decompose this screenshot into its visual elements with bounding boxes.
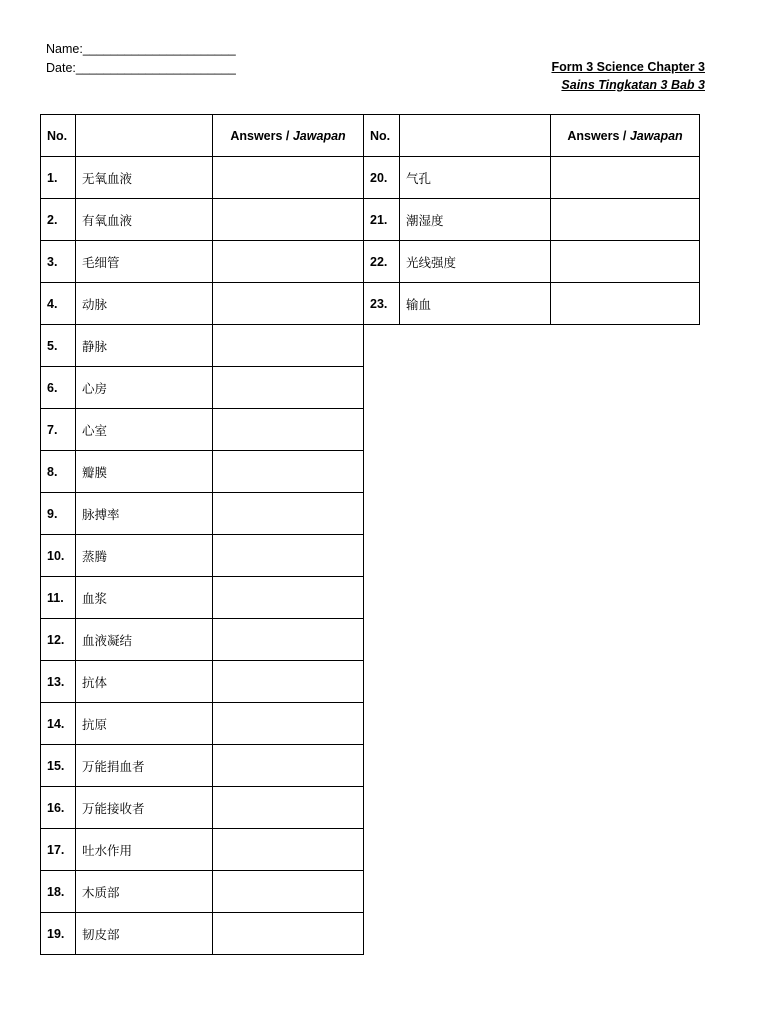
table-row bbox=[41, 619, 364, 661]
row-term: 蒸腾 bbox=[76, 535, 213, 577]
table-row bbox=[41, 241, 364, 283]
table-row bbox=[41, 829, 364, 871]
table-row bbox=[41, 913, 364, 955]
header-answers-en: Answers / bbox=[230, 128, 293, 143]
header-term bbox=[400, 115, 551, 157]
answer-cell[interactable] bbox=[213, 745, 364, 787]
row-term: 心室 bbox=[76, 409, 213, 451]
table-row bbox=[364, 283, 700, 325]
student-info bbox=[46, 40, 236, 78]
answer-cell[interactable] bbox=[213, 493, 364, 535]
row-term: 动脉 bbox=[76, 283, 213, 325]
table-row bbox=[41, 157, 364, 199]
answer-cell[interactable] bbox=[213, 535, 364, 577]
row-term: 血液凝结 bbox=[76, 619, 213, 661]
table-row bbox=[41, 745, 364, 787]
answer-cell[interactable] bbox=[213, 871, 364, 913]
header-answers bbox=[213, 115, 364, 157]
terms-table-left bbox=[40, 114, 364, 955]
row-term: 气孔 bbox=[400, 157, 551, 199]
terms-body-left bbox=[41, 157, 364, 955]
name-field[interactable]: Name:______________________ bbox=[46, 42, 236, 56]
header-answers-en: Answers / bbox=[567, 128, 630, 143]
answer-cell[interactable] bbox=[213, 703, 364, 745]
answer-cell[interactable] bbox=[213, 157, 364, 199]
table-row bbox=[364, 199, 700, 241]
row-number: 14. bbox=[41, 703, 76, 745]
answer-cell[interactable] bbox=[213, 787, 364, 829]
row-number: 11. bbox=[41, 577, 76, 619]
table-row bbox=[41, 367, 364, 409]
terms-body-right bbox=[364, 157, 700, 325]
header-answers bbox=[551, 115, 700, 157]
table-row bbox=[364, 241, 700, 283]
answer-cell[interactable] bbox=[213, 241, 364, 283]
row-term: 无氧血液 bbox=[76, 157, 213, 199]
table-row bbox=[41, 451, 364, 493]
table-row bbox=[41, 577, 364, 619]
row-number: 15. bbox=[41, 745, 76, 787]
table-row bbox=[364, 157, 700, 199]
row-number: 17. bbox=[41, 829, 76, 871]
header-answers-my: Jawapan bbox=[629, 128, 683, 143]
row-term: 抗原 bbox=[76, 703, 213, 745]
row-number: 4. bbox=[41, 283, 76, 325]
row-number: 20. bbox=[364, 157, 400, 199]
row-term: 心房 bbox=[76, 367, 213, 409]
row-term: 脉搏率 bbox=[76, 493, 213, 535]
row-term: 血浆 bbox=[76, 577, 213, 619]
answer-cell[interactable] bbox=[213, 829, 364, 871]
answer-cell[interactable] bbox=[213, 325, 364, 367]
answer-cell[interactable] bbox=[551, 199, 700, 241]
row-term: 光线强度 bbox=[400, 241, 551, 283]
row-term: 输血 bbox=[400, 283, 551, 325]
table-row bbox=[41, 871, 364, 913]
row-term: 瓣膜 bbox=[76, 451, 213, 493]
table-row bbox=[41, 661, 364, 703]
title-english: Form 3 Science Chapter 3 bbox=[551, 60, 705, 74]
table-row bbox=[41, 325, 364, 367]
row-term: 毛细管 bbox=[76, 241, 213, 283]
row-term: 万能捐血者 bbox=[76, 745, 213, 787]
table-header-row bbox=[364, 115, 700, 157]
row-term: 韧皮部 bbox=[76, 913, 213, 955]
row-number: 10. bbox=[41, 535, 76, 577]
row-term: 静脉 bbox=[76, 325, 213, 367]
header-term bbox=[76, 115, 213, 157]
row-number: 18. bbox=[41, 871, 76, 913]
date-field[interactable]: Date:_______________________ bbox=[46, 61, 236, 75]
row-number: 2. bbox=[41, 199, 76, 241]
row-number: 9. bbox=[41, 493, 76, 535]
table-row bbox=[41, 535, 364, 577]
row-number: 6. bbox=[41, 367, 76, 409]
answer-cell[interactable] bbox=[213, 619, 364, 661]
answer-cell[interactable] bbox=[551, 241, 700, 283]
answer-cell[interactable] bbox=[551, 283, 700, 325]
table-row bbox=[41, 283, 364, 325]
row-number: 12. bbox=[41, 619, 76, 661]
row-term: 潮湿度 bbox=[400, 199, 551, 241]
terms-table-right bbox=[363, 114, 700, 325]
table-row bbox=[41, 199, 364, 241]
row-number: 16. bbox=[41, 787, 76, 829]
title-malay: Sains Tingkatan 3 Bab 3 bbox=[561, 78, 705, 92]
answer-cell[interactable] bbox=[213, 577, 364, 619]
row-number: 13. bbox=[41, 661, 76, 703]
row-number: 21. bbox=[364, 199, 400, 241]
answer-cell[interactable] bbox=[213, 199, 364, 241]
table-row bbox=[41, 493, 364, 535]
row-number: 7. bbox=[41, 409, 76, 451]
row-number: 22. bbox=[364, 241, 400, 283]
header-no: No. bbox=[41, 115, 76, 157]
row-term: 万能接收者 bbox=[76, 787, 213, 829]
row-number: 1. bbox=[41, 157, 76, 199]
row-term: 抗体 bbox=[76, 661, 213, 703]
answer-cell[interactable] bbox=[213, 661, 364, 703]
header-answers-my: Jawapan bbox=[292, 128, 346, 143]
answer-cell[interactable] bbox=[213, 283, 364, 325]
worksheet-title bbox=[551, 58, 705, 94]
table-row bbox=[41, 787, 364, 829]
row-term: 吐水作用 bbox=[76, 829, 213, 871]
row-number: 23. bbox=[364, 283, 400, 325]
row-number: 8. bbox=[41, 451, 76, 493]
table-header-row bbox=[41, 115, 364, 157]
row-term: 有氧血液 bbox=[76, 199, 213, 241]
row-number: 5. bbox=[41, 325, 76, 367]
table-row bbox=[41, 703, 364, 745]
answer-cell[interactable] bbox=[213, 409, 364, 451]
answer-cell[interactable] bbox=[551, 157, 700, 199]
answer-cell[interactable] bbox=[213, 451, 364, 493]
row-term: 木质部 bbox=[76, 871, 213, 913]
table-row bbox=[41, 409, 364, 451]
answer-cell[interactable] bbox=[213, 367, 364, 409]
row-number: 3. bbox=[41, 241, 76, 283]
row-number: 19. bbox=[41, 913, 76, 955]
answer-cell[interactable] bbox=[213, 913, 364, 955]
header-no: No. bbox=[364, 115, 400, 157]
